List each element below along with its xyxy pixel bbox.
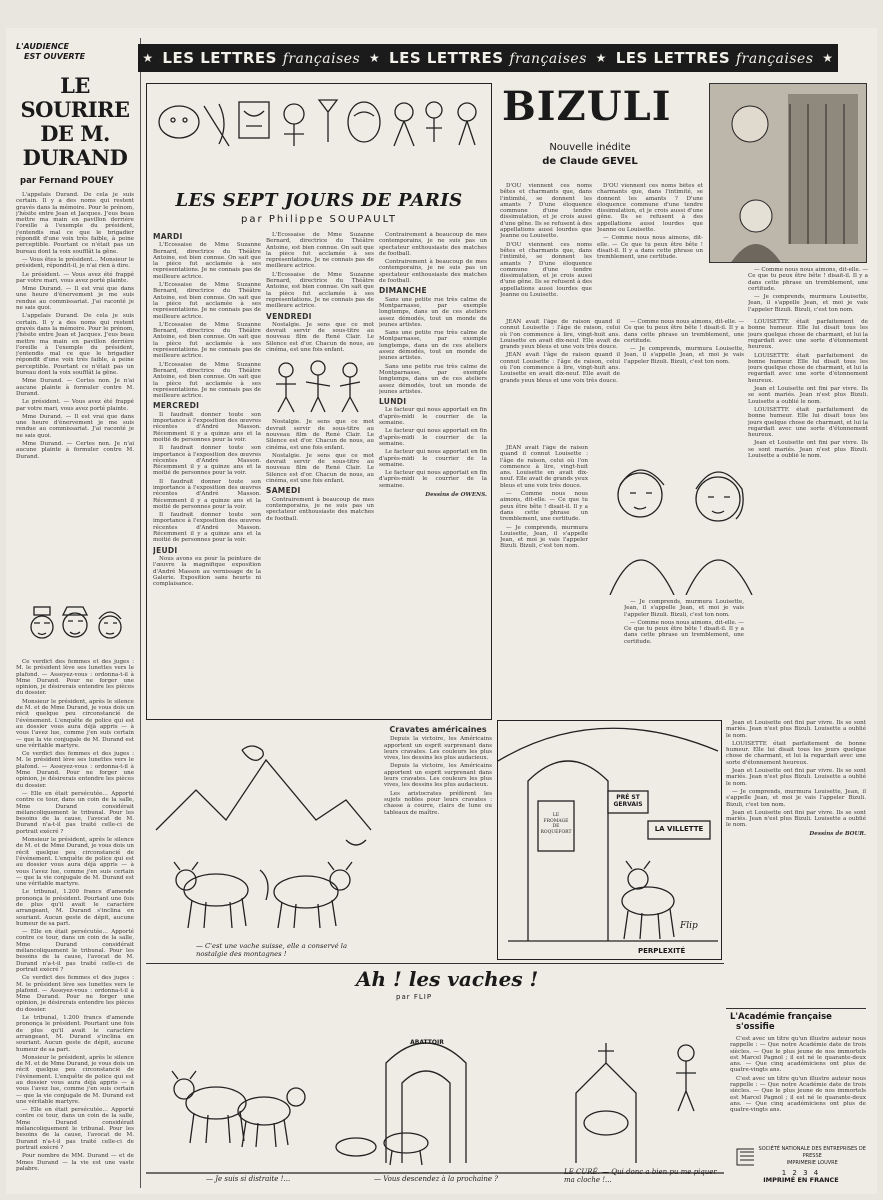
day-dimanche: DIMANCHE — [379, 286, 427, 296]
bottom-strip-drawing — [146, 993, 724, 1193]
lundi-text-4: Le facteur qui nous apportait en fin d'après-midi le courrier de la semaine. — [379, 470, 487, 489]
mercredi-text-4: Il faudrait donner toute son importance à l'exposition des œuvres récentes d'André Masson. Récemment il y a quinze ans et la moitié de personnes pour la voir. — [153, 512, 261, 544]
col2-continued: L'Ecossaise de Mme Suzanne Bernard, directrice du Théâtre Antoine, est bien connue. On sait que la pièce fut acclamée à ses représentations. Je ne connais pas de meilleure actrice. — [266, 232, 374, 270]
bizuli-subtitle-2: de Claude GEVEL — [542, 156, 638, 167]
mercredi-text-3: Il faudrait donner toute son importance à l'exposition des œuvres récentes d'André Masson. Récemment il y a quinze ans et la moitié de personnes pour la voir. — [153, 478, 261, 510]
bizuli-para-3b: — Comme nous nous aimons, dit-elle. — Ce que tu peux être bête ! disait-il. Il y a dans cette phrase un tremblement, une certitude. — [624, 319, 744, 344]
masthead-banner — [138, 44, 838, 72]
bizuli-cont-5: Jean et Louisette ont fini par vivre. Ils se sont mariés. Jean n'est plus Bizuli. Louisette a oublié le nom. — [726, 809, 866, 829]
left-byline: par Fernand POUEY — [20, 176, 114, 186]
faces-sketch — [20, 601, 130, 649]
sept-jours-box — [146, 83, 492, 720]
sign-pre-st-gervais: PRÉ ST GERVAIS — [613, 794, 643, 808]
bizuli-subtitle — [510, 141, 670, 169]
left-para-8: — Elle en était persécutée… Apporté contre ce tour, dans un coin de la salle, Mme Durand considérait mélancoliquement le tribunal. Pour les besoins de la cause, l'avocat de M. Durand n'a-t-il pas traité celle-ci de portrait exécré ? — [16, 790, 134, 835]
imprint — [736, 1146, 866, 1190]
banner-star-2: ★ — [369, 51, 381, 65]
cravates-section — [384, 723, 492, 893]
bottom-strip-rule — [146, 963, 724, 964]
banner-star-4: ★ — [822, 51, 834, 65]
left-title — [16, 74, 134, 170]
bizuli-subtitle-1: Nouvelle inédite — [549, 142, 631, 153]
bizuli-para-4b: — Je comprends, murmura Louisette, Jean, il s'appelle Jean, et moi je vais l'appeler Bizuli. Bizuli, c'est ton nom. — [500, 524, 588, 550]
academie-title-1: L'Académie française — [730, 1012, 832, 1022]
left-para-9: Le tribunal, 1.200 francs d'amende prononça le président. Pourtant une fois de plus qu'il avait le caractère arrangeant, M. Durand s'inclina en souriant. Aucun geste de dépit, aucune humeur de sa part. — [16, 889, 134, 927]
academie-rule — [726, 1008, 866, 1009]
day-lundi: LUNDI — [379, 397, 407, 407]
bizuli-para-1b: D'OU viennent ces noms bêtes et charmants que, dans l'intimité, se donnent les amants ? D'une éloquence commune d'une tendre dissimulation, et je crois aussi d'une gêne. Ils se refusent à des appellations aussi lourdes que Jeanne ou Louisette. — [500, 241, 592, 299]
left-para-6: Ce verdict des femmes et des juges : M. le président lève ses lunettes vers le plafond. — Asseyez-vous : ordonna-t-il à Mme Durand. Pour ne forger une opinion, je désirerais entendre les pièces du dossier. — [16, 659, 134, 697]
banner-italic-3: françaises — [735, 51, 814, 67]
bizuli-para-1: D'OU viennent ces noms bêtes et charmants que, dans l'intimité, se donnent les amants ? D'une éloquence commune d'une tendre dissimulation, et je crois aussi d'une gêne. Ils se refusent à des appellations aussi lourdes que Jeanne ou Louisette. — [500, 183, 592, 240]
perplexite-caption: PERPLEXITÉ — [638, 947, 686, 955]
swiss-cow-caption: — C'est une vache suisse, elle a conservé la nostalgie des montagnes ! — [196, 942, 348, 958]
sept-jours-col-2 — [266, 232, 374, 712]
bizuli-col-a — [500, 319, 620, 439]
newspaper-page — [6, 28, 877, 1194]
kicker-line-1: L'AUDIENCE — [16, 42, 69, 51]
left-para-5: Mme Durand. — Certes non. Je n'ai aucune plainte à formuler contre M. Durand. — [16, 378, 134, 397]
left-para-2: — Vous êtes le président… Monsieur le président, répondit-il, je n'ai rien à dire. — [16, 256, 134, 270]
banner-bold-1: LES LETTRES — [162, 49, 277, 67]
left-para-4b: Mme Durand. — Il est vrai que dans une heure d'énervement je me suis rendue au commissariat. J'ai raconté je ne sais quoi. — [16, 413, 134, 439]
imprint-line-2: IMPRIMERIE LOUVRE — [786, 1160, 838, 1166]
bizuli-para-5: LOUISETTE était parfaitement de bonne humeur. Elle lui disait tous les jours quelque chose de charmant, et lui la regardait avec une sorte d'étonnement heureux. — [748, 319, 868, 351]
academie-para: C'est avec un titre qu'un illustre auteur nous rappelle : — Que notre Académie date de trois siècles. — Que le plus jeune de nos immortels est Marcel Pagnol ; il est né le quarante-deux ans. — Que cinq académiciens ont plus de quatre-vingts ans. — [730, 1036, 866, 1074]
strip-caption-1: — Je suis si distraite !... — [206, 1175, 291, 1183]
left-para-3b: Le président. — Vous avez été frappé par votre mari, vous avez porté plainte. — [16, 399, 134, 412]
banner-segment-2 — [389, 49, 587, 67]
bizuli-cont-1: Jean et Louisette ont fini par vivre. Ils se sont mariés. Jean n'est plus Bizuli. Louisette a oublié le nom. — [726, 720, 866, 739]
day-samedi: SAMEDI — [266, 486, 301, 496]
day-jeudi: JEUDI — [153, 545, 178, 555]
left-para-1b: L'appelais Durand. De cela je suis certain. Il y a des noms qui restent gravés dans la mémoire. Pour le prénom, j'hésite entre Jean et Jacques. J'eus beau mettre ma main en pavillon derrière l'oreille à l'exemple du président, j'entendis mal ce que le brigadier répondit d'une voix très faible, à peine perceptible. Pourtant ce n'était pas un bureau dont la voix soufflât la gêne. — [16, 313, 134, 377]
cravates-text-2: Depuis la victoire, les Américains apportent un esprit surprenant dans leurs cravates. Les couleurs les plus vives, les dessins les plus audacieux. — [384, 763, 492, 789]
bizuli-cont-2: LOUISETTE était parfaitement de bonne humeur. Elle lui disait tous les jours quelque chose de charmant, et lui la regardait avec une sorte d'étonnement heureux. — [726, 740, 866, 766]
cravates-text: Depuis la victoire, les Américains apportent un esprit surprenant dans leurs cravates. Les couleurs les plus vives, les dessins les plus audacieux. — [384, 736, 492, 762]
sept-jours-byline: par Philippe SOUPAULT — [241, 214, 397, 225]
left-para-3: Le président. — Vous avez été frappé par votre mari, vous avez porté plainte. — [16, 271, 134, 284]
banner-star-1: ★ — [142, 51, 154, 65]
samedi-text: Contrairement à beaucoup de mes contemporains, je ne suis pas un spectateur enthousiaste des matches de football. — [266, 496, 374, 522]
left-para-7c: Monsieur le président, après le silence de M. et de Mme Durand, je vous dois un récit quelque peu circonstancié de l'événement. L'enquête de police qui est au dossier vous aura déjà appris — à vous l'avez lue, comme j'en suis certain — que la vie conjugale de M. Durand est une véritable martyre. — [16, 1054, 134, 1105]
artists-header-drawing — [149, 86, 489, 154]
left-column-rule — [140, 38, 141, 1188]
dimanche-text-2: Sans une petite rue très calme de Montparnasse, par exemple longtemps, dans un de ces ateliers assez démodés, tout un monde de jeunes artistes. — [379, 330, 487, 362]
samedi-continued-2: Contrairement à beaucoup de mes contemporains, je ne suis pas un spectateur enthousiaste des matches de football. — [379, 259, 487, 285]
dimanche-text: Sans une petite rue très calme de Montparnasse, par exemple longtemps, dans un de ces ateliers assez démodés, tout un monde de jeunes artistes. — [379, 296, 487, 328]
cravates-title: Cravates américaines — [389, 725, 487, 734]
left-column — [16, 42, 134, 1182]
sign-la-villette: LA VILLETTE — [654, 825, 704, 833]
left-para-9b: Le tribunal, 1.200 francs d'amende prononça le président. Pourtant une fois de plus qu'il avait le caractère arrangeant, M. Durand s'inclina en souriant. Aucun geste de dépit, aucune humeur de sa part. — [16, 1015, 134, 1053]
banner-bold-2: LES LETTRES — [389, 49, 504, 67]
bizuli-para-3c: — Comme nous nous aimons, dit-elle. — Ce que tu peux être bête ! disait-il. Il y a dans cette phrase un tremblement, une certitude. — [500, 491, 588, 523]
kicker — [16, 42, 134, 62]
cartoon-swiss-cow — [146, 720, 378, 962]
bizuli-col-c — [500, 445, 588, 715]
academie-body — [730, 1036, 866, 1146]
bizuli-para-5b: LOUISETTE était parfaitement de bonne humeur. Elle lui disait tous les jours quelque chose de charmant, et lui la regardait avec une sorte d'étonnement heureux. — [748, 352, 868, 384]
dimanche-text-3: Sans une petite rue très calme de Montparnasse, par exemple longtemps, dans un de ces ateliers assez démodés, tout un monde de jeunes artistes. — [379, 363, 487, 395]
imprint-line-4: IMPRIMÉ EN FRANCE — [763, 1176, 839, 1184]
bottom-strip-byline: par FLIP — [396, 993, 433, 1001]
bizuli-para-2: JEAN avait l'âge de raison quand il connut Louisette : l'âge de raison, celui où l'on commence à lire, vingt-huit ans. Louisette en avait dix-neuf. Elle avait de grands yeux bleus et une voix très douce. — [500, 319, 620, 351]
bizuli-col-1 — [500, 183, 592, 315]
bizuli-para-3d: — Comme nous nous aimons, dit-elle. — Ce que tu peux être bête ! disait-il. Il y a dans cette phrase un tremblement, une certitude. — [624, 619, 744, 645]
bizuli-para-2b: JEAN avait l'âge de raison quand il connut Louisette : l'âge de raison, celui où l'on commence à lire, vingt-huit ans. Louisette en avait dix-neuf. Elle avait de grands yeux bleus et une voix très douce. — [500, 352, 620, 384]
bizuli-para-6b: Jean et Louisette ont fini par vivre. Ils se sont mariés. Jean n'est plus Bizuli. Louisette a oublié le nom. — [748, 440, 868, 460]
kicker-line-2: EST OUVERTE — [24, 52, 86, 61]
imprint-row — [736, 1146, 866, 1167]
left-para-7: Monsieur le président, après le silence de M. et de Mme Durand, je vous dois un récit quelque peu circonstancié de l'événement. L'enquête de police qui est au dossier vous aura déjà appris — à vous l'avez lue, comme j'en suis certain — que la vie conjugale de M. Durand est une véritable martyre. — [16, 698, 134, 749]
bizuli-title: BIZULI — [502, 83, 672, 130]
academie-title-2: s'ossifie — [736, 1022, 775, 1032]
day-mercredi: MERCREDI — [153, 401, 200, 411]
swiss-cow-drawing — [146, 720, 378, 940]
bizuli-col-e — [748, 267, 868, 715]
vendredi-text: Nostalgie. Je sens que ce mot devrait servir de sous-titre au nouveau film de René Clair. Le Silence est d'or. Chacun de nous, au cinéma, est une fois enfant. — [266, 321, 374, 354]
bizuli-illustration — [709, 83, 867, 263]
bottom-strip-title: Ah ! les vaches ! — [356, 967, 539, 991]
perplexite-signature: Flip — [680, 921, 698, 931]
mercredi-text-2: Il faudrait donner toute son importance à l'exposition des œuvres récentes d'André Masson. Récemment il y a quinze ans et la moitié de personnes pour la voir. — [153, 445, 261, 477]
bizuli-article — [500, 83, 870, 718]
left-para-6c: Ce verdict des femmes et des juges : M. le président lève ses lunettes vers le plafond. — Asseyez-vous : ordonna-t-il à Mme Durand. Pour ne forger une opinion, je désirerais entendre les pièces du dossier. — [16, 975, 134, 1013]
jeudi-text: Nous avons eu pour la peinture de l'œuvre la magnifique exposition d'André Masson au vernissage de la Galerie. Exposition sans heurts ni complaisance. — [153, 555, 261, 588]
imprint-line-1: SOCIÉTÉ NATIONALE DES ENTREPRISES DE PRESSE — [758, 1146, 866, 1159]
day-mardi: MARDI — [153, 232, 183, 241]
left-para-8b: — Elle en était persécutée… Apporté contre ce tour, dans un coin de la salle, Mme Durand considérait mélancoliquement le tribunal. Pour les besoins de la cause, l'avocat de M. Durand n'a-t-il pas traité celle-ci de portrait exécré ? — [16, 929, 134, 973]
strip-caption-3: LE CURÉ. — Qui donc a bien pu me piquer ma cloche !... — [564, 1168, 717, 1184]
bizuli-cont-3: Jean et Louisette ont fini par vivre. Ils se sont mariés. Jean n'est plus Bizuli. Louisette a oublié le nom. — [726, 768, 866, 787]
mardi-text-3: L'Ecossaise de Mme Suzanne Bernard, directrice du Théâtre Antoine, est bien connue. On sait que la pièce fut acclamée à ses représentations. Je ne connais pas de meilleure actrice. — [153, 321, 261, 360]
left-body-top — [16, 192, 134, 597]
mardi-text-4: L'Ecossaise de Mme Suzanne Bernard, directrice du Théâtre Antoine, est bien connue. On sait que la pièce fut acclamée à ses représentations. Je ne connais pas de meilleure actrice. — [153, 361, 261, 400]
left-para-1: L'appelais Durand. De cela je suis certain. Il y a des noms qui restent gravés dans la mémoire. Pour le prénom, j'hésite entre Jean et Jacques. J'eus beau mettre ma main en pavillon derrière l'oreille à l'exemple du président, j'entendis mal ce que le brigadier répondit d'une voix très faible, à peine perceptible. Pourtant ce n'était pas un bureau dont la voix soufflât la gêne. — [16, 192, 134, 255]
bizuli-col-d — [624, 599, 744, 715]
left-para-8c: — Elle en était persécutée… Apporté contre ce tour, dans un coin de la salle, Mme Durand considérait mélancoliquement le tribunal. Pour les besoins de la cause, l'avocat de M. Durand n'a-t-il pas traité celle-ci de portrait exécré ? — [16, 1107, 134, 1151]
left-body-bottom — [16, 659, 134, 1200]
bizuli-col-b — [624, 319, 744, 439]
left-para-10: Pour nombre de MM. Durand — et de Mmes Durand — la vie est une vaste palabre. — [16, 1153, 134, 1172]
couple-drawing — [590, 445, 770, 595]
col2-continued-2: L'Ecossaise de Mme Suzanne Bernard, directrice du Théâtre Antoine, est bien connue. On sait que la pièce fut acclamée à ses représentations. Je ne connais pas de meilleure actrice. — [266, 271, 374, 310]
imprint-line-3: 1 2 3 4 — [781, 1169, 821, 1177]
samedi-continued: Contrairement à beaucoup de mes contemporains, je ne suis pas un spectateur enthousiaste des matches de football. — [379, 232, 487, 257]
left-title-line-2: DE M. DURAND — [22, 121, 128, 170]
left-para-6b: Ce verdict des femmes et des juges : M. le président lève ses lunettes vers le plafond. — Asseyez-vous : ordonna-t-il à Mme Durand. Pour ne forger une opinion, je désirerais entendre les pièces du dossier. — [16, 751, 134, 789]
bizuli-drawing — [710, 84, 867, 263]
perplexite-drawing — [498, 721, 720, 946]
bizuli-para-3: — Comme nous nous aimons, dit-elle. — Ce que tu peux être bête ! disait-il. Il y a dans cette phrase un tremblement, une certitude. — [597, 235, 703, 261]
imprint-text — [758, 1146, 866, 1167]
bizuli-para-5c: LOUISETTE était parfaitement de bonne humeur. Elle lui disait tous les jours quelque chose de charmant, et lui la regardait avec une sorte d'étonnement heureux. — [748, 406, 868, 439]
bizuli-cont-4: — Je comprends, murmura Louisette, Jean, il s'appelle Jean, et moi je vais l'appeler Bizuli. Bizuli, c'est ton nom. — [726, 788, 866, 808]
cravates-text-3: Les aristocrates préfèrent les sujets nobles pour leurs cravates : chasse à courre, clairs de lune ou tableaux de maître. — [384, 790, 492, 816]
roquefort-poster: LE FROMAGE DE ROQUEFORT — [540, 813, 572, 835]
lundi-text: Le facteur qui nous apportait en fin d'après-midi le courrier de la semaine. — [379, 407, 487, 427]
bottom-strip — [146, 963, 724, 1188]
bizuli-para-2c: JEAN avait l'âge de raison quand il connut Louisette : l'âge de raison, celui où l'on commence à lire, vingt-huit ans. Louisette en avait dix-neuf. Elle avait de grands yeux bleus et une voix très douce. — [500, 445, 588, 489]
vendredi-text-3: Nostalgie. Je sens que ce mot devrait servir de sous-titre au nouveau film de René Clair. Le Silence est d'or. Chacun de nous, au cinéma, est une fois enfant. — [266, 452, 374, 485]
mardi-text-2: L'Ecossaise de Mme Suzanne Bernard, directrice du Théâtre Antoine, est bien connue. On sait que la pièce fut acclamée à ses représentations. Je ne connais pas de meilleure actrice. — [153, 282, 261, 320]
sept-jours-col-3 — [379, 232, 487, 712]
drawing-credit: Dessins de OWENS. — [425, 491, 487, 498]
left-title-line-1: LE SOURIRE — [20, 73, 130, 122]
academie-title — [730, 1012, 866, 1032]
banner-segment-1 — [162, 49, 360, 67]
left-para-5b: Mme Durand. — Certes non. Je n'ai aucune plainte à formuler contre M. Durand. — [16, 440, 134, 460]
bizuli-continuation — [726, 720, 866, 1005]
left-para-7b: Monsieur le président, après le silence de M. et de Mme Durand, je vous dois un récit quelque peu circonstancié de l'événement. L'enquête de police qui est au dossier vous aura déjà appris — à vous l'avez lue, comme j'en suis certain — que la vie conjugale de M. Durand est une véritable martyre. — [16, 837, 134, 888]
academie-section — [730, 1012, 866, 1142]
banner-italic-1: françaises — [282, 51, 361, 67]
banner-segment-3 — [616, 49, 814, 67]
bizuli-credit: Dessins de BOUR. — [809, 830, 866, 837]
dancers-sketch — [266, 356, 370, 416]
strip-caption-2: — Vous descendez à la prochaine ? — [374, 1175, 499, 1183]
lundi-text-3: Le facteur qui nous apportait en fin d'après-midi le courrier de la semaine. — [379, 449, 487, 468]
mardi-text: L'Ecossaise de Mme Suzanne Bernard, directrice du Théâtre Antoine, est bien connue. On sait que la pièce fut acclamée à ses représentations. Je ne connais pas de meilleure actrice. — [153, 242, 261, 280]
bizuli-para-4c: — Je comprends, murmura Louisette, Jean, il s'appelle Jean, et moi je vais l'appeler Bizuli. Bizuli, c'est ton nom. — [624, 599, 744, 618]
abattoir-sign: ABATTOIR — [410, 1039, 444, 1046]
academie-para-2: C'est avec un titre qu'un illustre auteur nous rappelle : — Que notre Académie date de trois siècles. — Que le plus jeune de nos immortels est Marcel Pagnol ; il est né le quarante-deux ans. — Que cinq académiciens ont plus de quatre-vingts ans. — [730, 1075, 866, 1114]
sept-jours-col-1 — [153, 232, 261, 712]
cartoon-perplexite — [497, 720, 722, 960]
banner-star-3: ★ — [595, 51, 607, 65]
mercredi-text: Il faudrait donner toute son importance à l'exposition des œuvres récentes d'André Masson. Récemment il y a quinze ans et la moitié de personnes pour la voir. — [153, 411, 261, 443]
day-vendredi: VENDREDI — [266, 311, 312, 321]
vendredi-text-2: Nostalgie. Je sens que ce mot devrait servir de sous-titre au nouveau film de René Clair. Le Silence est d'or. Chacun de nous, au cinéma, est une fois enfant. — [266, 419, 374, 451]
banner-bold-3: LES LETTRES — [615, 49, 731, 67]
banner-italic-2: françaises — [509, 51, 587, 67]
bizuli-col-2 — [597, 183, 703, 315]
left-para-4: Mme Durand. — Il est vrai que dans une heure d'énervement je me suis rendue au commissariat. J'ai raconté je ne sais quoi. — [16, 286, 134, 312]
bizuli-para-3e: — Comme nous nous aimons, dit-elle. — Ce que tu peux être bête ! disait-il. Il y a dans cette phrase un tremblement, une certitude. — [748, 267, 868, 292]
sept-jours-title: LES SEPT JOURS DE PARIS — [175, 190, 463, 211]
press-logo-icon — [736, 1148, 754, 1166]
bizuli-para-1c: D'OU viennent ces noms bêtes et charmants que, dans l'intimité, se donnent les amants ? D'une éloquence commune d'une tendre dissimulation, et je crois aussi d'une gêne. Ils se refusent à des appellations aussi lourdes que Jeanne ou Louisette. — [597, 183, 703, 234]
bizuli-para-4d: — Je comprends, murmura Louisette, Jean, il s'appelle Jean, et moi je vais l'appeler Bizuli. Bizuli, c'est ton nom. — [748, 294, 868, 313]
lundi-text-2: Le facteur qui nous apportait en fin d'après-midi le courrier de la semaine. — [379, 428, 487, 447]
bizuli-para-6: Jean et Louisette ont fini par vivre. Ils se sont mariés. Jean n'est plus Bizuli. Louisette a oublié le nom. — [748, 386, 868, 405]
bizuli-para-4: — Je comprends, murmura Louisette, Jean, il s'appelle Jean, et moi je vais l'appeler Bizuli. Bizuli, c'est ton nom. — [624, 346, 744, 365]
